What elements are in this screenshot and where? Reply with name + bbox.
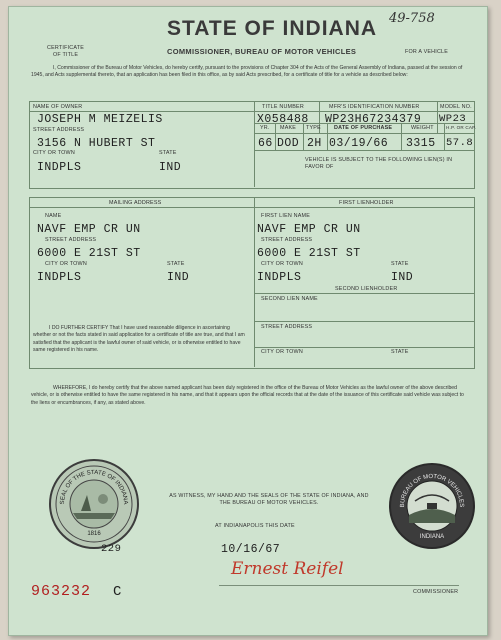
year-label: YR. (260, 125, 270, 131)
weight-label: WEIGHT (411, 125, 434, 131)
first-lien-state-label: STATE (391, 261, 409, 267)
second-lien-name-label: SECOND LIEN NAME (261, 296, 318, 302)
mfr-id-number: WP23H67234379 (325, 113, 422, 126)
serial-suffix: C (113, 584, 122, 600)
certificate-label: CERTIFICATE (47, 45, 85, 51)
purchase-date-label: DATE OF PURCHASE (334, 125, 393, 131)
mailing-address-label: MAILING ADDRESS (109, 200, 162, 206)
first-lien-city-label: CITY OR TOWN (261, 261, 303, 267)
purchase-date: 03/19/66 (329, 137, 389, 150)
title-number-label: TITLE NUMBER (262, 104, 304, 110)
mailing-street-label: STREET ADDRESS (45, 237, 97, 243)
first-lienholder-label: FIRST LIENHOLDER (339, 200, 394, 206)
second-lienholder-label: SECOND LIENHOLDER (335, 286, 398, 292)
first-lien-state: IND (391, 271, 414, 284)
bmv-seal-text: BUREAU OF MOTOR VEHICLES (399, 473, 465, 508)
first-lien-street-label: STREET ADDRESS (261, 237, 313, 243)
code-number: 229 (101, 543, 122, 555)
first-lien-city: INDPLS (257, 271, 302, 284)
owner-name-label: NAME OF OWNER (33, 104, 83, 110)
bmv-seal-state: INDIANA (419, 534, 445, 540)
model-label: MODEL NO. (440, 104, 472, 110)
document-title: STATE OF INDIANA (167, 17, 378, 40)
model-number: WP23 (439, 113, 467, 125)
mailing-state: IND (167, 271, 190, 284)
place-label: AT INDIANAPOLIS THIS DATE (215, 523, 295, 529)
make-label: MAKE (280, 125, 297, 131)
witness-text: AS WITNESS, MY HAND AND THE SEALS OF THE STATE OF INDIANA, AND THE BUREAU OF MOTOR VEHICLES. (169, 493, 369, 507)
vehicle-make: DOD (277, 137, 300, 150)
mailing-name-label: NAME (45, 213, 62, 219)
mailing-street: 6000 E 21ST ST (37, 247, 141, 260)
mailing-name: NAVF EMP CR UN (37, 223, 141, 236)
second-lien-state-label: STATE (391, 349, 409, 355)
owner-state: IND (159, 161, 182, 174)
vehicle-hp: 57.8 (446, 137, 474, 149)
commissioner-label: COMMISSIONER (413, 589, 459, 595)
owner-city: INDPLS (37, 161, 82, 174)
owner-name: JOSEPH M MEIZELIS (37, 113, 163, 126)
owner-city-label: CITY OR TOWN (33, 150, 75, 156)
certificate-paper (8, 6, 488, 636)
state-seal (49, 459, 139, 549)
bmv-seal (389, 463, 475, 549)
state-seal-year: 1816 (87, 531, 101, 537)
title-number: X058488 (257, 113, 309, 126)
mailing-city: INDPLS (37, 271, 82, 284)
vehicle-type: 2H (307, 137, 322, 150)
mfr-id-label: MFR'S IDENTIFICATION NUMBER (329, 104, 420, 110)
owner-street-label: STREET ADDRESS (33, 127, 85, 133)
serial-number: 963232 (31, 583, 92, 600)
mailing-city-label: CITY OR TOWN (45, 261, 87, 267)
commissioner-signature: Ernest Reifel (231, 559, 344, 579)
state-seal-text: SEAL OF THE STATE OF INDIANA (59, 469, 129, 505)
issue-date: 10/16/67 (221, 543, 281, 556)
first-lien-name-label: FIRST LIEN NAME (261, 213, 311, 219)
second-lien-street-label: STREET ADDRESS (261, 324, 313, 330)
mailing-state-label: STATE (167, 261, 185, 267)
further-certify-paragraph: I DO FURTHER CERTIFY That I have used reasonable diligence in ascertaining whether or not the facts stated in said application for a certificate of title are true, and that I am satisfied that the applicant is the lawful owner of said vehicle, or is otherwise entitled to have same registered in his name. (33, 325, 245, 354)
owner-street: 3156 N HUBERT ST (37, 137, 156, 150)
vehicle-year: 66 (258, 137, 273, 150)
second-lien-city-label: CITY OR TOWN (261, 349, 303, 355)
of-title-label: OF TITLE (53, 52, 79, 58)
lien-note: VEHICLE IS SUBJECT TO THE FOLLOWING LIEN(S) IN FAVOR OF (305, 157, 453, 170)
owner-state-label: STATE (159, 150, 177, 156)
hp-label: H.P. OR CAP. (446, 125, 477, 130)
handwritten-number: 49-758 (389, 11, 435, 26)
first-lien-name: NAVF EMP CR UN (257, 223, 361, 236)
wherefore-paragraph: WHEREFORE, I do hereby certify that the above named applicant has been duly registered in the office of the Bureau of Motor Vehicles as the lawful owner of the above described vehicle, or is otherwise entitled to have the same registered in his name, and that it appears upon the official records that at the date of the issuance of this certificate said vehicle was subject to the liens or encumbrances, if any, as stated above. (31, 385, 464, 406)
first-lien-street: 6000 E 21ST ST (257, 247, 361, 260)
vehicle-weight: 3315 (406, 137, 436, 150)
type-label: TYPE (306, 125, 321, 131)
for-vehicle-label: FOR A VEHICLE (405, 49, 449, 55)
document-subtitle: COMMISSIONER, BUREAU OF MOTOR VEHICLES (167, 47, 357, 56)
intro-paragraph: I, Commissioner of the Bureau of Motor Vehicles, do hereby certify, pursuant to the provisions of Chapter 304 of the Acts of the General Assembly of Indiana, passed at the session of 1945, and Acts supplemental thereto, that an application has been filed in this office, as by said Acts prescribed, for a certificate of title for a vehicle as described below: (31, 65, 463, 79)
